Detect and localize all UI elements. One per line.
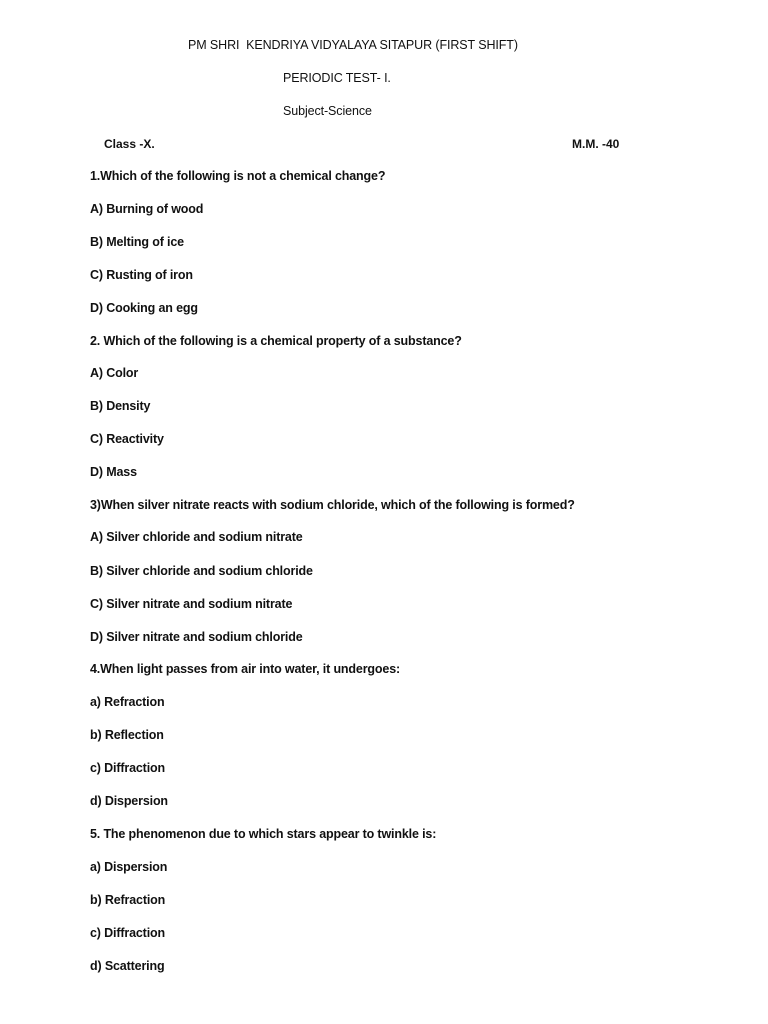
option-text: A) Silver chloride and sodium nitrate — [90, 530, 303, 544]
question-text: 3)When silver nitrate reacts with sodium chloride, which of the following is formed? — [90, 498, 575, 512]
subject-title: Subject-Science — [283, 104, 372, 118]
option-text: c) Diffraction — [90, 761, 165, 775]
option-text: B) Density — [90, 399, 151, 413]
option-text: d) Scattering — [90, 959, 165, 973]
option-text: B) Melting of ice — [90, 235, 184, 249]
option-text: B) Silver chloride and sodium chloride — [90, 564, 313, 578]
option-text: a) Dispersion — [90, 860, 168, 874]
option-text: C) Rusting of iron — [90, 268, 193, 282]
question-text: 1.Which of the following is not a chemical change? — [90, 169, 386, 183]
option-text: A) Color — [90, 366, 139, 380]
question-text: 4.When light passes from air into water, it undergoes: — [90, 662, 401, 676]
option-text: b) Refraction — [90, 893, 166, 907]
option-text: D) Cooking an egg — [90, 301, 198, 315]
option-text: D) Mass — [90, 465, 137, 479]
option-text: b) Reflection — [90, 728, 164, 742]
option-text: D) Silver nitrate and sodium chloride — [90, 630, 303, 644]
school-name: PM SHRI KENDRIYA VIDYALAYA SITAPUR (FIRST SHIFT) — [188, 38, 518, 52]
max-marks: M.M. -40 — [572, 137, 620, 151]
option-text: A) Burning of wood — [90, 202, 204, 216]
question-text: 5. The phenomenon due to which stars appear to twinkle is: — [90, 827, 437, 841]
question-text: 2. Which of the following is a chemical property of a substance? — [90, 334, 462, 348]
option-text: c) Diffraction — [90, 926, 165, 940]
option-text: a) Refraction — [90, 695, 165, 709]
option-text: C) Silver nitrate and sodium nitrate — [90, 597, 293, 611]
option-text: d) Dispersion — [90, 794, 168, 808]
class-label: Class -X. — [104, 137, 155, 151]
test-title: PERIODIC TEST- I. — [283, 71, 391, 85]
option-text: C) Reactivity — [90, 432, 164, 446]
